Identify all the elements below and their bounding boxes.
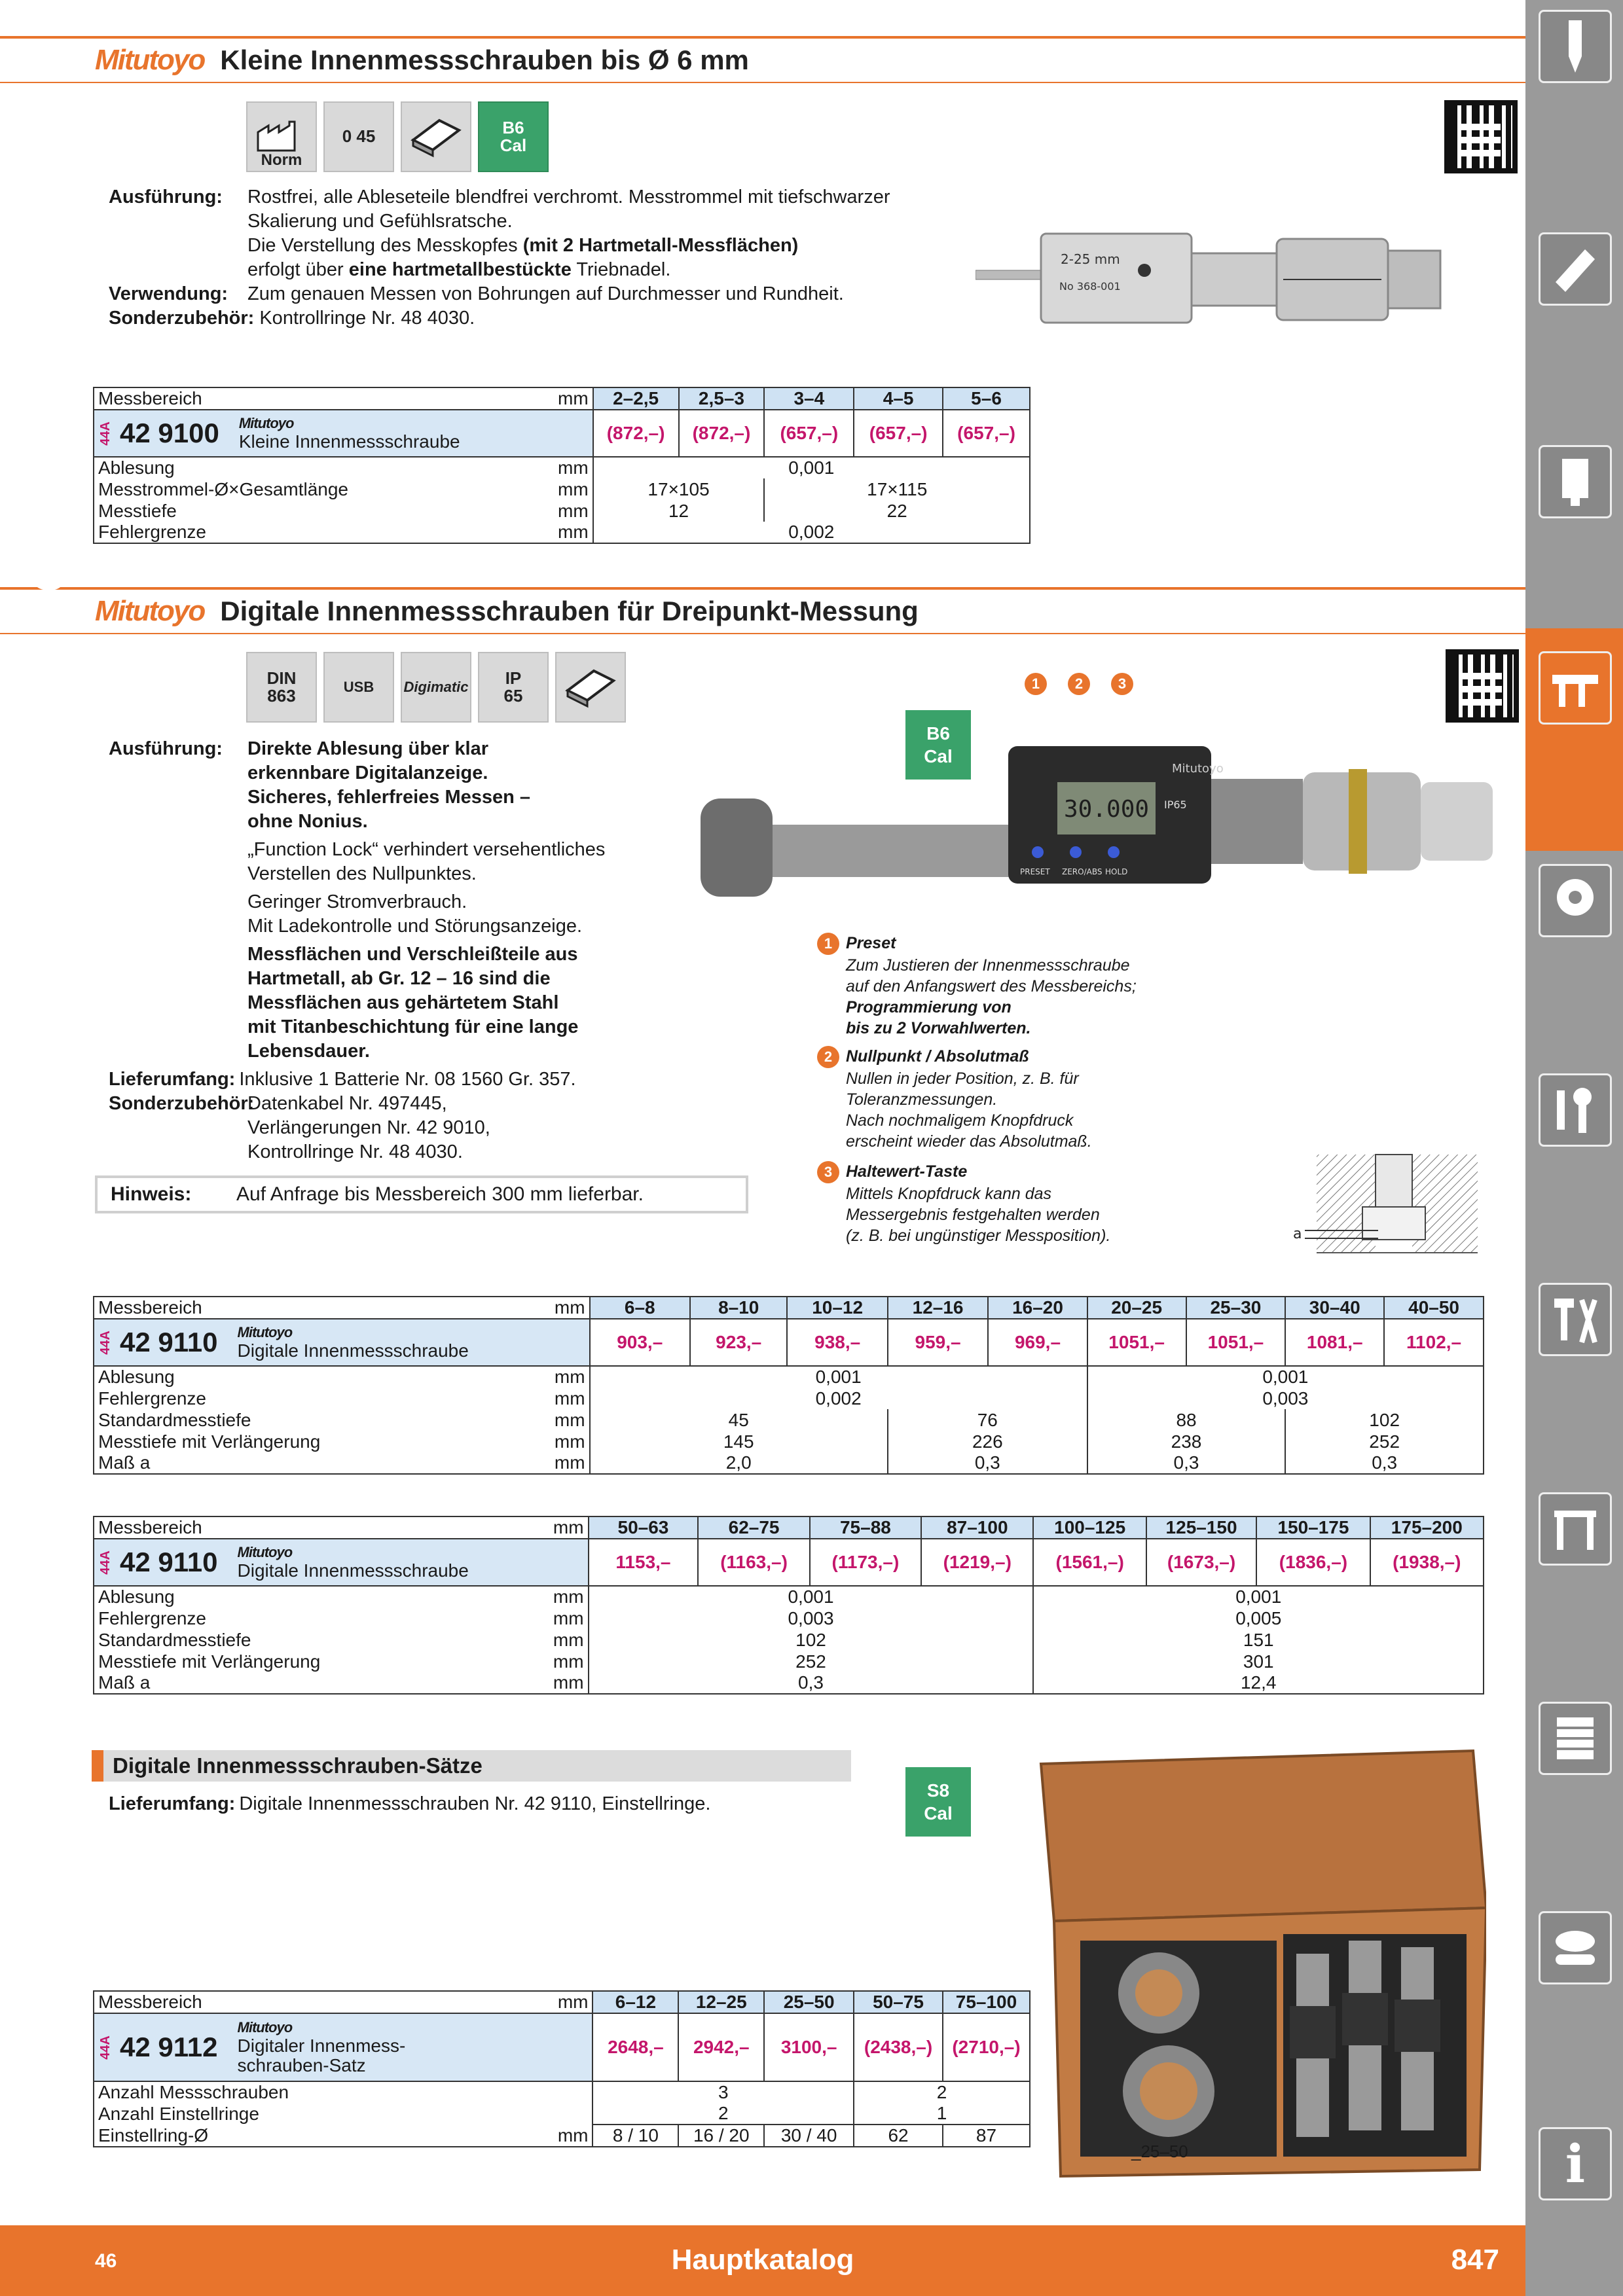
cabinet-icon[interactable] bbox=[1539, 1702, 1612, 1775]
svg-text:ZERO/ABS: ZERO/ABS bbox=[1062, 867, 1103, 876]
article-cell: 44A 42 9110 Mitutoyo Digitale Innenmessschraube bbox=[94, 1319, 590, 1366]
range-cell: 2–2,5 bbox=[593, 387, 679, 410]
photo-caption: _25–50 bbox=[1131, 2142, 1188, 2161]
ip65-icon: IP 65 bbox=[478, 652, 549, 723]
saw-icon[interactable] bbox=[1539, 864, 1612, 937]
section2-table1: Messbereich mm 6–8 8–10 10–12 12–16 16–20 20–25 25–30 30–40 40–50 44A 42 9110 Mitutoyo Digitale Innenmessschraube 903,– 923,– 938,– 959,– 969,– 1051,– 1051,– 1081,– 1102,– Ablesung mm 0,001 0,001 Fehlergrenze mm 0,002 0,003 Standardmesstiefe mm 45 76 88 102 Messtiefe mit Verlängerung mm 145 226 238 252 Maß a mm 2,0 0,3 0,3 0,3 bbox=[93, 1296, 1484, 1475]
workbench-icon[interactable] bbox=[1539, 1492, 1612, 1566]
calibration-badge: B6 Cal bbox=[478, 101, 549, 172]
brand-logo: Mitutoyo bbox=[95, 44, 205, 76]
usb-icon: USB bbox=[323, 652, 394, 723]
svg-text:PRESET: PRESET bbox=[1020, 867, 1050, 876]
svg-text:Mitutoyo: Mitutoyo bbox=[1172, 762, 1224, 776]
callout-nullpunkt: 2 Nullpunkt / Absolutmaß Nullen in jeder Position, z. B. für Toleranzmessungen. Nach nochmaligem Knopfdruck erscheint wieder das Absolutmaß. bbox=[817, 1046, 1158, 1152]
range-cell: 5–6 bbox=[943, 387, 1030, 410]
chapter-0-tab[interactable]: 0 bbox=[30, 2000, 67, 2073]
price-cell: (872,–) bbox=[679, 410, 765, 457]
feature-icons bbox=[246, 101, 549, 172]
callout-haltewert: 3 Haltewert-Taste Mittels Knopfdruck kann das Messergebnis festgehalten werden (z. B. bei ungünstiger Messposition). bbox=[817, 1161, 1184, 1246]
feature-icons bbox=[246, 652, 626, 723]
unit-label: mm bbox=[553, 387, 593, 410]
measuring-faces-icon bbox=[401, 101, 471, 172]
chapter-5-tab[interactable]: 5 bbox=[30, 953, 67, 1026]
section1-header bbox=[0, 36, 1525, 83]
drill-icon[interactable] bbox=[1539, 10, 1612, 83]
article-cell: 44A 42 9110 Mitutoyo Digitale Innenmessschraube bbox=[94, 1539, 589, 1586]
chapter-2-tab[interactable]: 2 bbox=[30, 321, 67, 395]
chapter-6-tab[interactable]: 6 bbox=[30, 1162, 67, 1236]
chapter-9-tab[interactable]: 9 bbox=[30, 1791, 67, 1864]
measuring-faces-icon bbox=[555, 652, 626, 723]
hinweis-box: Hinweis: Auf Anfrage bis Messbereich 300 mm lieferbar. bbox=[95, 1175, 748, 1213]
page-footer bbox=[0, 2225, 1525, 2296]
product-photo-digital-micrometer bbox=[694, 746, 1506, 942]
catalog-title: Hauptkatalog bbox=[671, 2244, 854, 2276]
article-number: 42 9110 bbox=[120, 1327, 218, 1357]
callout-markers: 1 2 3 bbox=[1025, 673, 1140, 695]
qr-code[interactable] bbox=[1444, 100, 1518, 173]
qr-code[interactable] bbox=[1446, 649, 1519, 723]
article-number: 42 9112 bbox=[120, 2032, 218, 2062]
product-photo-set-case bbox=[1028, 1744, 1486, 2183]
brand-logo: Mitutoyo bbox=[95, 595, 205, 627]
range-cell: 2,5–3 bbox=[679, 387, 765, 410]
article-number: 42 9110 bbox=[120, 1547, 218, 1577]
price-cell: (657,–) bbox=[943, 410, 1030, 457]
section2-header bbox=[0, 587, 1525, 634]
scale-icon: 0 45 bbox=[323, 101, 394, 172]
section1-table: Messbereich mm 2–2,5 2,5–3 3–4 4–5 5–6 44A 42 9100 Mitutoyo Kleine Innenmessschraube (872,–) (872,–) (657,–) (657,–) (657,–) Ablesung mm 0,001 Messtrommel-Ø×Gesamtlänge mm 17×105 17×115 Messtiefe mm 12 22 Fehlergrenze mm 0,002 bbox=[93, 387, 1030, 544]
safety-icon[interactable] bbox=[1539, 1911, 1612, 1984]
calibration-badge: S8 Cal bbox=[905, 1767, 971, 1837]
chapter-4-tab[interactable]: 4 bbox=[30, 740, 67, 814]
chapter-1-tab[interactable]: 1 bbox=[30, 112, 67, 185]
section2-description: Ausführung: Direkte Ablesung über klar erkennbare Digitalanzeige. Sicheres, fehlerfreies Messen – ohne Nonius. „Function Lock“ verhindert versehentliches Verstellen des Nullpunktes. Geringer Stromverbrauch. Mit Ladekontrolle und Störungsanzeige. Messflächen und Verschleißteile aus Hartmetall, ab Gr. 12 – 16 sind die Messflächen aus gehärtetem Stahl mit Titanbeschichtung für eine lange Lebensdauer. Lieferumfang: Inklusive 1 Batterie Nr. 08 1560 Gr. 357. Sonderzubehör: Datenkabel Nr. 497445, Verlängerungen Nr. 42 9010, Kontrollringe Nr. 48 4030. bbox=[109, 738, 606, 1162]
article-cell: 44A 42 9100 Mitutoyo Kleine Innenmessschraube bbox=[94, 410, 593, 457]
price-cell: (872,–) bbox=[593, 410, 679, 457]
subsection-header: Digitale Innenmessschrauben-Sätze bbox=[92, 1750, 851, 1782]
section-title: Digitale Innenmessschrauben für Dreipunkt-Messung bbox=[220, 596, 919, 626]
section2-table2: Messbereich mm 50–63 62–75 75–88 87–100 100–125 125–150 150–175 175–200 44A 42 9110 Mitutoyo Digitale Innenmessschraube 1153,– (1163,–) (1173,–) (1219,–) (1561,–) (1673,–) (1836,–) (1938,–) Ablesung mm 0,001 0,001 Fehlergrenze mm 0,003 0,005 Standardmesstiefe mm 102 151 Messtiefe mit Verlängerung mm 252 301 Maß a mm 0,3 12,4 bbox=[93, 1516, 1484, 1695]
svg-text:IP65: IP65 bbox=[1164, 798, 1187, 811]
insert-icon[interactable] bbox=[1539, 232, 1612, 306]
caliper-icon[interactable] bbox=[1539, 651, 1612, 725]
wrench-icon[interactable] bbox=[1539, 1073, 1612, 1147]
page-number-right: 847 bbox=[1451, 2244, 1499, 2276]
product-photo-small-micrometer bbox=[976, 219, 1499, 337]
chapter-7-tab[interactable]: 7 bbox=[30, 1372, 67, 1445]
section1-description: Ausführung: Rostfrei, alle Ableseteile blendfrei verchromt. Messtrommel mit tiefschwarzer Skalierung und Gefühlsratsche. Die Verstellung des Messkopfes (mit 2 Hartmetall-Messflächen) erfolgt über eine hartmetallbestückte Triebnadel. Verwendung: Zum genauen Messen von Bohrungen auf Durchmesser und Rundheit. Sonderzubehör: Kontrollringe Nr. 48 4030. bbox=[109, 187, 890, 329]
section3-description: Lieferumfang: Digitale Innenmessschrauben Nr. 42 9110, Einstellringe. bbox=[109, 1793, 711, 1814]
svg-text:HOLD: HOLD bbox=[1105, 867, 1128, 876]
section-title: Kleine Innenmessschrauben bis Ø 6 mm bbox=[220, 45, 749, 75]
svg-text:No 368-001: No 368-001 bbox=[1059, 280, 1121, 293]
svg-text:30.000: 30.000 bbox=[1064, 796, 1150, 823]
callout-preset: 1 Preset Zum Justieren der Innenmessschraube auf den Anfangswert des Messbereichs; Programmierung von bis zu 2 Vorwahlwerten. bbox=[817, 933, 1158, 1039]
chapter-3-tab[interactable]: 3 bbox=[30, 531, 67, 604]
range-cell: 3–4 bbox=[764, 387, 854, 410]
calibration-badge: B6 Cal bbox=[905, 710, 971, 780]
digimatic-icon: Digimatic bbox=[401, 652, 471, 723]
svg-text:2-25 mm: 2-25 mm bbox=[1061, 251, 1120, 267]
measuring-depth-diagram bbox=[1273, 1153, 1483, 1258]
price-cell: (657,–) bbox=[854, 410, 943, 457]
info-icon[interactable]: i bbox=[1539, 2127, 1612, 2200]
section3-table: Messbereich mm 6–12 12–25 25–50 50–75 75–100 44A 42 9112 Mitutoyo Digitaler Innenmess- schrauben-Satz 2648,– 2942,– 3100,– (2438,–) (2710,–) Anzahl Messschrauben 3 2 Anzahl Einstellringe 2 1 Einstellring-Ø mm 8 / 10 16 / 20 30 / 40 62 87 bbox=[93, 1990, 1030, 2147]
chuck-icon[interactable] bbox=[1539, 445, 1612, 518]
range-cell: 4–5 bbox=[854, 387, 943, 410]
article-cell: 44A 42 9112 Mitutoyo Digitaler Innenmess- schrauben-Satz bbox=[94, 2013, 593, 2081]
din-norm-icon: DIN 863 bbox=[246, 652, 317, 723]
price-cell: (657,–) bbox=[764, 410, 854, 457]
article-number: 42 9100 bbox=[120, 418, 219, 448]
norm-icon: Norm bbox=[246, 101, 317, 172]
chapter-8-tab[interactable]: 8 bbox=[30, 1581, 67, 1655]
svg-text:a: a bbox=[1293, 1226, 1302, 1242]
header-label: Messbereich bbox=[94, 387, 553, 410]
page-number-left: 46 bbox=[95, 2250, 117, 2272]
pliers-icon[interactable] bbox=[1539, 1283, 1612, 1356]
